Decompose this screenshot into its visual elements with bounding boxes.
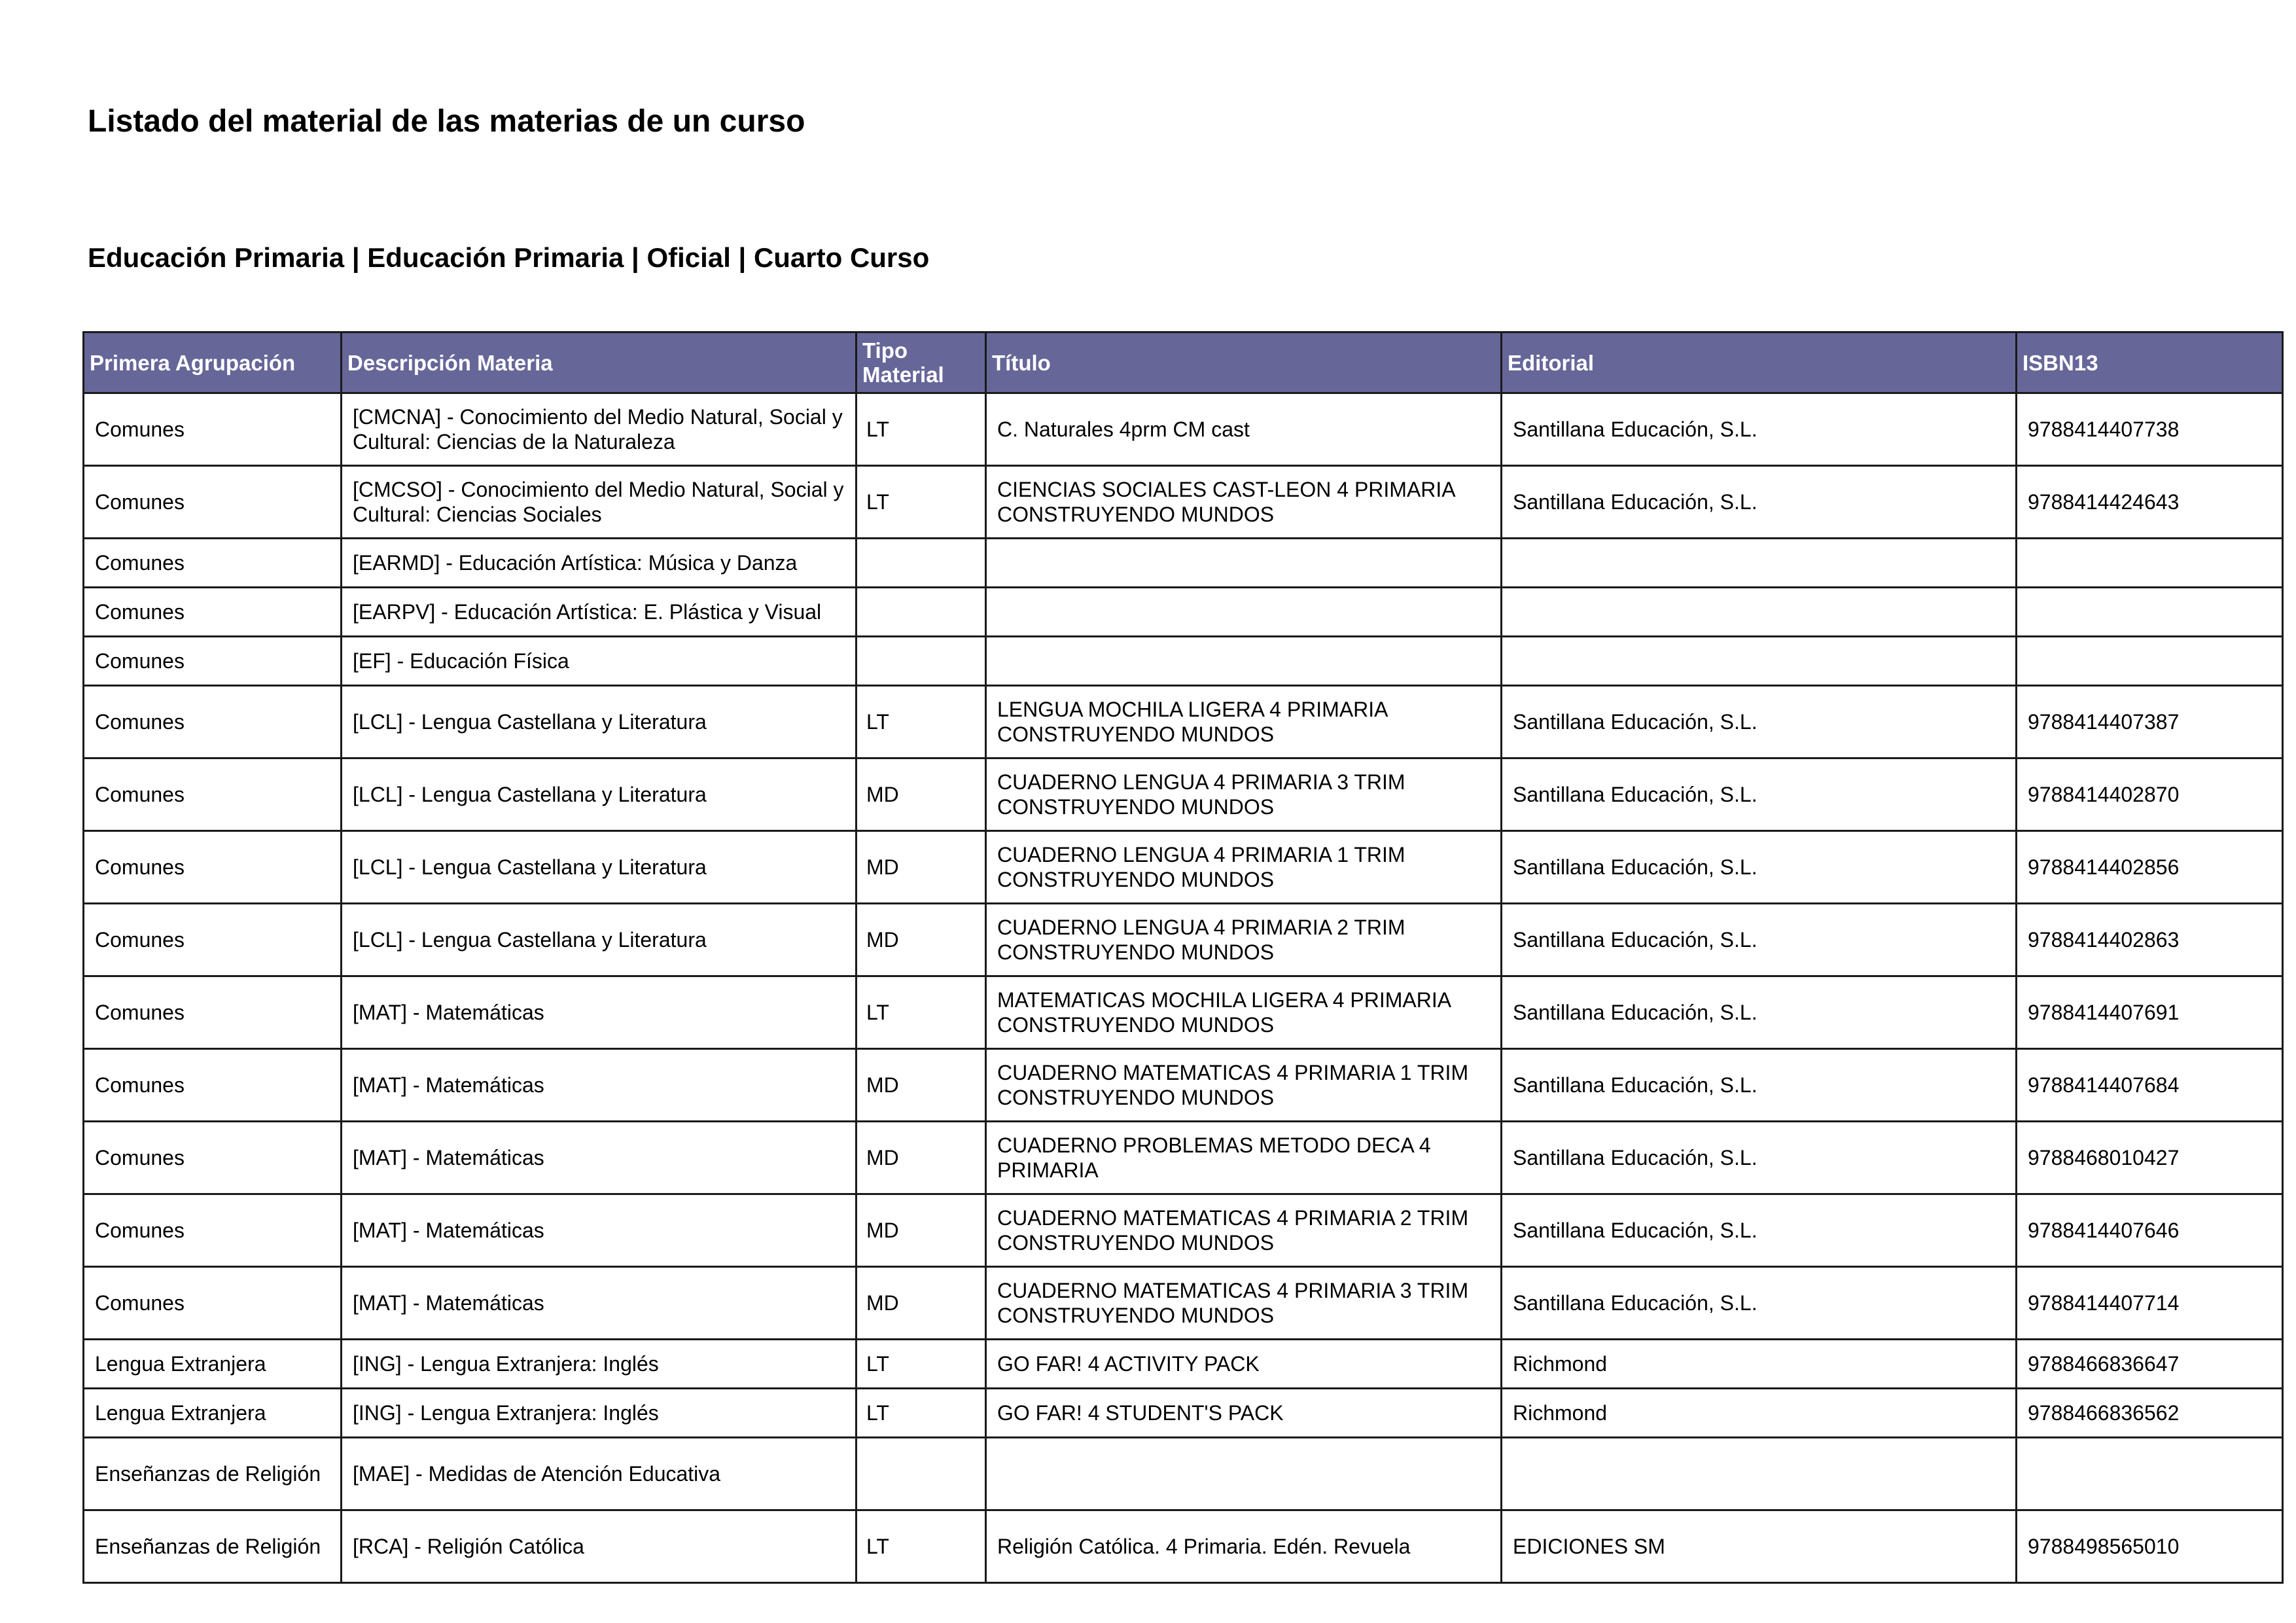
- cell-isbn: 9788414407387: [2017, 686, 2283, 758]
- cell-materia: [LCL] - Lengua Castellana y Literatura: [342, 904, 857, 976]
- cell-titulo: LENGUA MOCHILA LIGERA 4 PRIMARIA CONSTRUYENDO MUNDOS: [986, 686, 1502, 758]
- cell-tipo: MD: [857, 758, 986, 831]
- cell-isbn: 9788414402856: [2017, 831, 2283, 904]
- cell-editorial: Santillana Educación, S.L.: [1502, 686, 2017, 758]
- cell-isbn: 9788466836647: [2017, 1340, 2283, 1389]
- cell-agrupacion: Comunes: [84, 466, 342, 539]
- cell-tipo: [857, 637, 986, 686]
- cell-agrupacion: Comunes: [84, 758, 342, 831]
- cell-tipo: [857, 1438, 986, 1510]
- cell-materia: [EARMD] - Educación Artística: Música y Danza: [342, 539, 857, 588]
- cell-editorial: Santillana Educación, S.L.: [1502, 466, 2017, 539]
- table-row: [84, 904, 2283, 976]
- cell-titulo: CUADERNO MATEMATICAS 4 PRIMARIA 1 TRIM CONSTRUYENDO MUNDOS: [986, 1049, 1502, 1122]
- cell-isbn: 9788498565010: [2017, 1510, 2283, 1583]
- cell-editorial: Santillana Educación, S.L.: [1502, 1194, 2017, 1267]
- cell-isbn: 9788414402863: [2017, 904, 2283, 976]
- cell-editorial: EDICIONES SM: [1502, 1510, 2017, 1583]
- cell-tipo: LT: [857, 1510, 986, 1583]
- course-subtitle: Educación Primaria | Educación Primaria | Oficial | Cuarto Curso: [88, 242, 930, 273]
- cell-tipo: LT: [857, 686, 986, 758]
- cell-agrupacion: Enseñanzas de Religión: [84, 1438, 342, 1510]
- cell-titulo: MATEMATICAS MOCHILA LIGERA 4 PRIMARIA CONSTRUYENDO MUNDOS: [986, 976, 1502, 1049]
- table-row: [84, 758, 2283, 831]
- cell-materia: [LCL] - Lengua Castellana y Literatura: [342, 831, 857, 904]
- cell-tipo: [857, 539, 986, 588]
- table-row: [84, 637, 2283, 686]
- cell-agrupacion: Enseñanzas de Religión: [84, 1510, 342, 1583]
- header-descripcion-materia: Descripción Materia: [342, 332, 857, 393]
- cell-tipo: LT: [857, 1389, 986, 1438]
- cell-tipo: LT: [857, 976, 986, 1049]
- cell-titulo: C. Naturales 4prm CM cast: [986, 393, 1502, 466]
- table-row: [84, 1122, 2283, 1194]
- cell-agrupacion: Comunes: [84, 831, 342, 904]
- table-row: [84, 539, 2283, 588]
- header-editorial: Editorial: [1502, 332, 2017, 393]
- table-row: [84, 466, 2283, 539]
- table-body: [84, 393, 2283, 1583]
- cell-editorial: Santillana Educación, S.L.: [1502, 758, 2017, 831]
- cell-agrupacion: Comunes: [84, 1267, 342, 1340]
- cell-titulo: [986, 637, 1502, 686]
- cell-editorial: Santillana Educación, S.L.: [1502, 1267, 2017, 1340]
- page-title: Listado del material de las materias de un curso: [88, 104, 805, 139]
- cell-materia: [MAT] - Matemáticas: [342, 1122, 857, 1194]
- cell-titulo: GO FAR! 4 ACTIVITY PACK: [986, 1340, 1502, 1389]
- cell-tipo: MD: [857, 1122, 986, 1194]
- cell-titulo: CUADERNO LENGUA 4 PRIMARIA 3 TRIM CONSTRUYENDO MUNDOS: [986, 758, 1502, 831]
- table-row: [84, 831, 2283, 904]
- header-titulo: Título: [986, 332, 1502, 393]
- cell-agrupacion: Comunes: [84, 1122, 342, 1194]
- cell-agrupacion: Comunes: [84, 588, 342, 637]
- table-row: [84, 1194, 2283, 1267]
- table-row: [84, 1267, 2283, 1340]
- cell-materia: [MAT] - Matemáticas: [342, 976, 857, 1049]
- cell-isbn: 9788414402870: [2017, 758, 2283, 831]
- cell-titulo: CIENCIAS SOCIALES CAST-LEON 4 PRIMARIA CONSTRUYENDO MUNDOS: [986, 466, 1502, 539]
- cell-materia: [LCL] - Lengua Castellana y Literatura: [342, 758, 857, 831]
- materials-table: [82, 331, 2284, 1584]
- cell-isbn: [2017, 539, 2283, 588]
- cell-agrupacion: Comunes: [84, 539, 342, 588]
- cell-editorial: [1502, 1438, 2017, 1510]
- cell-agrupacion: Comunes: [84, 393, 342, 466]
- cell-titulo: [986, 1438, 1502, 1510]
- cell-isbn: 9788414407646: [2017, 1194, 2283, 1267]
- cell-materia: [EF] - Educación Física: [342, 637, 857, 686]
- table-row: [84, 1340, 2283, 1389]
- cell-titulo: CUADERNO PROBLEMAS METODO DECA 4 PRIMARIA: [986, 1122, 1502, 1194]
- cell-materia: [MAT] - Matemáticas: [342, 1049, 857, 1122]
- cell-editorial: Richmond: [1502, 1389, 2017, 1438]
- cell-editorial: Santillana Educación, S.L.: [1502, 831, 2017, 904]
- cell-materia: [CMCNA] - Conocimiento del Medio Natural, Social y Cultural: Ciencias de la Naturaleza: [342, 393, 857, 466]
- cell-titulo: CUADERNO MATEMATICAS 4 PRIMARIA 3 TRIM CONSTRUYENDO MUNDOS: [986, 1267, 1502, 1340]
- header-primera-agrupacion: Primera Agrupación: [84, 332, 342, 393]
- cell-isbn: [2017, 588, 2283, 637]
- table-row: [84, 1438, 2283, 1510]
- cell-titulo: CUADERNO LENGUA 4 PRIMARIA 1 TRIM CONSTRUYENDO MUNDOS: [986, 831, 1502, 904]
- cell-agrupacion: Lengua Extranjera: [84, 1389, 342, 1438]
- cell-agrupacion: Comunes: [84, 1049, 342, 1122]
- cell-agrupacion: Comunes: [84, 1194, 342, 1267]
- cell-tipo: MD: [857, 1049, 986, 1122]
- cell-tipo: LT: [857, 466, 986, 539]
- table-row: [84, 976, 2283, 1049]
- table-row: [84, 588, 2283, 637]
- cell-isbn: 9788468010427: [2017, 1122, 2283, 1194]
- cell-materia: [LCL] - Lengua Castellana y Literatura: [342, 686, 857, 758]
- cell-editorial: Richmond: [1502, 1340, 2017, 1389]
- cell-tipo: MD: [857, 831, 986, 904]
- cell-tipo: MD: [857, 904, 986, 976]
- cell-editorial: Santillana Educación, S.L.: [1502, 1122, 2017, 1194]
- table-header-row: [84, 332, 2283, 393]
- cell-editorial: Santillana Educación, S.L.: [1502, 904, 2017, 976]
- cell-agrupacion: Comunes: [84, 637, 342, 686]
- cell-editorial: [1502, 539, 2017, 588]
- cell-tipo: LT: [857, 393, 986, 466]
- cell-titulo: [986, 539, 1502, 588]
- cell-agrupacion: Lengua Extranjera: [84, 1340, 342, 1389]
- cell-titulo: Religión Católica. 4 Primaria. Edén. Revuela: [986, 1510, 1502, 1583]
- cell-tipo: MD: [857, 1194, 986, 1267]
- cell-materia: [CMCSO] - Conocimiento del Medio Natural, Social y Cultural: Ciencias Sociales: [342, 466, 857, 539]
- cell-isbn: 9788414407684: [2017, 1049, 2283, 1122]
- cell-tipo: MD: [857, 1267, 986, 1340]
- cell-materia: [MAT] - Matemáticas: [342, 1267, 857, 1340]
- cell-editorial: Santillana Educación, S.L.: [1502, 1049, 2017, 1122]
- cell-materia: [ING] - Lengua Extranjera: Inglés: [342, 1389, 857, 1438]
- cell-editorial: Santillana Educación, S.L.: [1502, 976, 2017, 1049]
- header-isbn13: ISBN13: [2017, 332, 2283, 393]
- cell-isbn: [2017, 1438, 2283, 1510]
- cell-materia: [RCA] - Religión Católica: [342, 1510, 857, 1583]
- cell-titulo: CUADERNO LENGUA 4 PRIMARIA 2 TRIM CONSTRUYENDO MUNDOS: [986, 904, 1502, 976]
- table-row: [84, 393, 2283, 466]
- cell-editorial: [1502, 588, 2017, 637]
- cell-agrupacion: Comunes: [84, 976, 342, 1049]
- table-row: [84, 1389, 2283, 1438]
- header-tipo-material: Tipo Material: [857, 332, 986, 393]
- table-row: [84, 686, 2283, 758]
- cell-isbn: 9788414424643: [2017, 466, 2283, 539]
- cell-isbn: 9788466836562: [2017, 1389, 2283, 1438]
- cell-agrupacion: Comunes: [84, 686, 342, 758]
- cell-titulo: [986, 588, 1502, 637]
- cell-titulo: GO FAR! 4 STUDENT'S PACK: [986, 1389, 1502, 1438]
- cell-materia: [MAT] - Matemáticas: [342, 1194, 857, 1267]
- cell-editorial: Santillana Educación, S.L.: [1502, 393, 2017, 466]
- cell-isbn: 9788414407714: [2017, 1267, 2283, 1340]
- cell-materia: [MAE] - Medidas de Atención Educativa: [342, 1438, 857, 1510]
- cell-materia: [EARPV] - Educación Artística: E. Plástica y Visual: [342, 588, 857, 637]
- table-row: [84, 1049, 2283, 1122]
- cell-tipo: [857, 588, 986, 637]
- cell-editorial: [1502, 637, 2017, 686]
- cell-titulo: CUADERNO MATEMATICAS 4 PRIMARIA 2 TRIM CONSTRUYENDO MUNDOS: [986, 1194, 1502, 1267]
- table-row: [84, 1510, 2283, 1583]
- cell-isbn: [2017, 637, 2283, 686]
- cell-agrupacion: Comunes: [84, 904, 342, 976]
- cell-isbn: 9788414407738: [2017, 393, 2283, 466]
- cell-tipo: LT: [857, 1340, 986, 1389]
- cell-isbn: 9788414407691: [2017, 976, 2283, 1049]
- cell-materia: [ING] - Lengua Extranjera: Inglés: [342, 1340, 857, 1389]
